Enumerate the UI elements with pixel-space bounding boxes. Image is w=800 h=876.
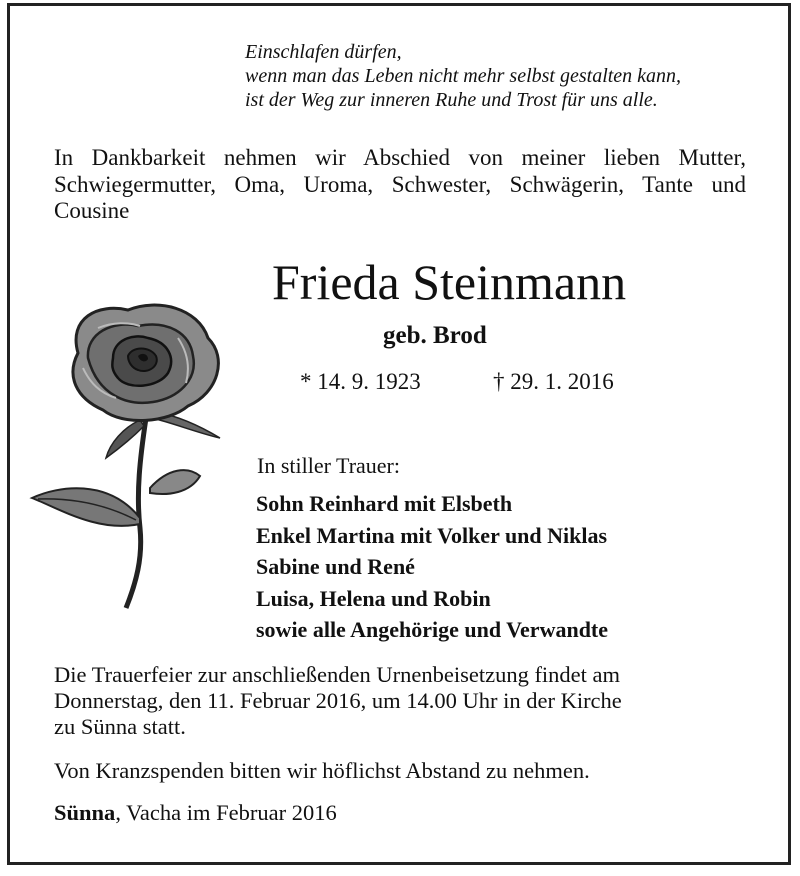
motto-line: wenn man das Leben nicht mehr selbst gestalten kann, — [245, 65, 682, 87]
deceased-name: Frieda Steinmann — [272, 254, 627, 310]
birth-date: * 14. 9. 1923 — [300, 369, 421, 394]
birth-name: geb. Brod — [383, 322, 487, 349]
service-line: Donnerstag, den 11. Februar 2016, um 14.00 Uhr in der Kirche — [54, 688, 622, 713]
motto-line: Einschlafen dürfen, — [245, 41, 402, 63]
intro-text: In Dankbarkeit nehmen wir Abschied von meiner lieben Mutter, Schwiegermutter, Oma, Uroma, Schwester, Schwägerin, Tante und Cousine — [54, 145, 746, 223]
mourner-line: Enkel Martina mit Volker und Niklas — [256, 522, 608, 548]
motto-line: ist der Weg zur inneren Ruhe und Trost für uns alle. — [245, 89, 658, 111]
mourner-line: Sohn Reinhard mit Elsbeth — [256, 491, 513, 516]
service-line: Die Trauerfeier zur anschließenden Urnenbeisetzung findet am — [54, 662, 621, 687]
service-info — [54, 662, 746, 740]
death-date: † 29. 1. 2016 — [493, 369, 614, 394]
service-line: zu Sünna statt. — [54, 714, 186, 739]
mourner-line: sowie alle Angehörige und Verwandte — [256, 617, 609, 642]
mourners-label: In stiller Trauer: — [257, 453, 400, 478]
signoff-place: Sünna — [54, 800, 116, 825]
mourners-list — [256, 488, 608, 646]
signoff — [54, 800, 337, 826]
signoff-rest: , Vacha im Februar 2016 — [115, 800, 337, 825]
mourner-line: Luisa, Helena und Robin — [256, 585, 491, 611]
flowers-note: Von Kranzspenden bitten wir höflichst Abstand zu nehmen. — [54, 758, 590, 783]
motto-quote — [245, 40, 681, 112]
mourner-line: Sabine und René — [256, 554, 415, 579]
rose-icon — [28, 298, 233, 610]
